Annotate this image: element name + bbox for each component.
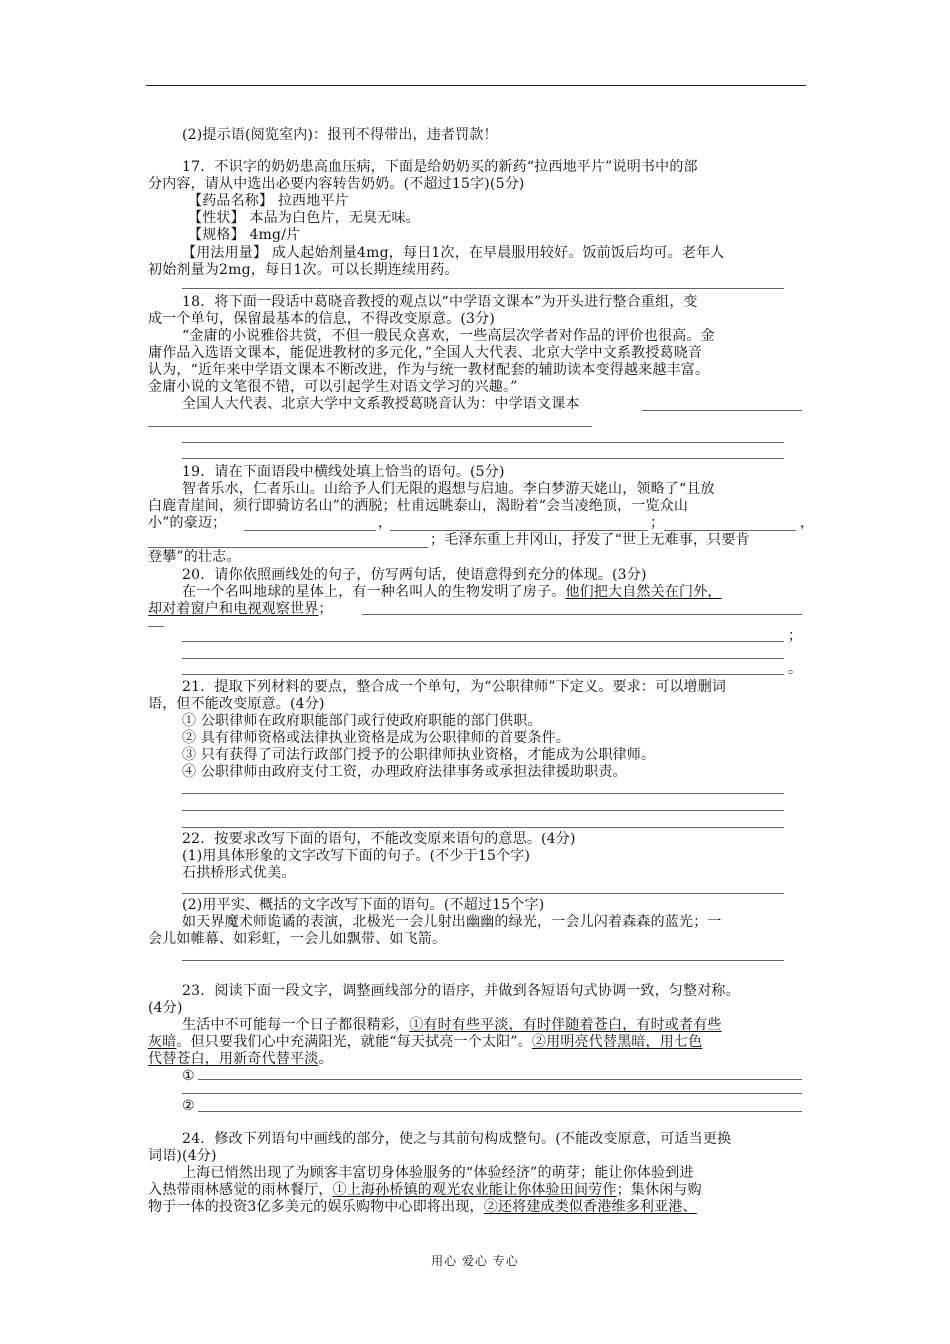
q21-item4: ④ 公职律师由政府支付工资，办理政府法律事务或承担法律援助职责。	[182, 764, 627, 780]
q19-comma2: ，	[800, 515, 815, 531]
q22-sub2-text-line2: 会儿如帷幕、如彩虹，一会儿如飘带、如飞箭。	[148, 931, 447, 947]
q23-passage-plain2: 。但只要我们心中充满阳光，就能“每天拭亮一个太阳”。	[176, 1034, 532, 1050]
q23-answer2-label: ②	[182, 1098, 195, 1114]
q23-passage-plain1: 生活中不可能每一个日子都很精彩，	[182, 1017, 410, 1033]
q19-prompt: 19．请在下面语段中横线处填上恰当的语句。(5分)	[182, 464, 505, 480]
q21-prompt-line2: 语，但不能改变原意。(4分)	[148, 696, 325, 712]
q20-passage-line1	[182, 583, 722, 601]
q23-answer1-line2[interactable]	[182, 1093, 802, 1094]
q17-prompt-line1: 17．不识字的奶奶患高血压病，下面是给奶奶买的新药“拉西地平片”说明书中的部	[182, 159, 698, 175]
q20-answer-line2[interactable]	[182, 641, 784, 642]
q18-answer-line2[interactable]	[148, 426, 592, 427]
q18-passage-line3: 认为，“近年来中学语文课本不断改进，作为与统一教材配套的辅助读本变得越来越丰富。	[148, 362, 710, 378]
q21-item3: ③ 只有获得了司法行政部门授予的公职律师执业资格，才能成为公职律师。	[182, 747, 656, 763]
q21-answer-line2[interactable]	[182, 810, 784, 811]
q19-passage-line3a: 小”的豪迈；	[148, 515, 227, 531]
q22-prompt: 22．按要求改写下面的语句，不能改变原来语句的意思。(4分)	[182, 831, 576, 847]
q18-answer-prompt: 全国人大代表、北京大学中文系教授葛晓音认为：中学语文课本	[182, 396, 580, 412]
q17-drug-name: 【药品名称】 拉西地平片	[188, 193, 349, 209]
q21-item2: ② 具有律师资格或法律执业资格是成为公职律师的首要条件。	[182, 730, 571, 746]
q17-prompt-line2: 分内容，请从中选出必要内容转告奶奶。(不超过15字)(5分)	[148, 176, 525, 192]
header-rule	[146, 85, 806, 86]
q20-underlined-part1: 他们把大自然关在门外，	[565, 584, 722, 600]
q19-semicolon: ；	[650, 515, 665, 531]
q24-passage-line3	[148, 1198, 697, 1216]
q23-underlined1-part1: ①有时有些平淡，有时伴随着苍白，有时或者有些	[409, 1017, 722, 1033]
q16-part2: (2)提示语(阅览室内)：报刊不得带出，违者罚款！	[182, 127, 498, 143]
q23-passage-line1	[182, 1016, 722, 1034]
q22-sub2-answer-line[interactable]	[182, 960, 784, 961]
q23-answer1-line[interactable]	[198, 1079, 802, 1080]
q21-prompt-line1: 21．提取下列材料的要点，整合成一个单句，为“公职律师”下定义。要求：可以增删词	[182, 679, 727, 695]
q21-item1: ① 公职律师在政府职能部门或行使政府职能的部门供职。	[182, 713, 542, 729]
q23-answer1-label: ①	[182, 1068, 195, 1084]
q17-drug-usage-line1: 【用法用量】 成人起始剂量4mg，每日1次，在早晨服用较好。饭前饭后均可。老年人	[182, 245, 725, 261]
q22-sub2-prompt: (2)用平实、概括的文字改写下面的语句。(不超过15个字)	[182, 897, 545, 913]
q18-prompt-line1: 18．将下面一段话中葛晓音教授的观点以“中学语文课本”为开头进行整合重组，变	[182, 294, 698, 310]
q22-sub1-text: 石拱桥形式优美。	[182, 865, 296, 881]
q24-underlined1: ①上海孙桥镇的观光农业能让你体验田间劳作	[332, 1182, 617, 1198]
q20-passage-plain: 在一个名叫地球的星体上，有一种名叫人的生物发明了房子。	[182, 584, 566, 600]
q20-answer-line4[interactable]	[182, 674, 784, 675]
q21-answer-line1[interactable]	[182, 793, 784, 794]
q24-passage-plain2: ；集休闲与购	[616, 1182, 702, 1198]
q17-drug-spec: 【规格】 4mg/片	[188, 227, 301, 243]
q20-end-semicolon: ；	[788, 628, 803, 644]
q23-passage-line2	[148, 1033, 702, 1051]
q23-underlined1-part2: 灰暗	[148, 1034, 177, 1050]
q20-answer-line1[interactable]	[362, 614, 802, 615]
q17-drug-property: 【性状】 本品为白色片，无臭无味。	[188, 210, 420, 226]
q24-passage-plain1: 入热带雨林感觉的雨林餐厅，	[148, 1182, 333, 1198]
q17-drug-usage-line2: 初始剂量为2mg，每日1次。可以长期连续用药。	[148, 262, 459, 278]
q23-prompt-line2: (4分)	[148, 1000, 183, 1016]
q20-answer-line1-tail[interactable]	[148, 626, 164, 627]
q18-answer-line1[interactable]	[642, 410, 802, 411]
q24-passage-plain3: 物于一体的投资3亿多美元的娱乐购物中心即将出现，	[148, 1199, 484, 1215]
q24-passage-line1: 上海已悄然出现了为顾客丰富切身体验服务的“体验经济”的萌芽；能让你体验到进	[182, 1165, 694, 1181]
q23-passage-line3	[148, 1050, 333, 1068]
q18-prompt-line2: 成一个单句，保留最基本的信息，不得改变原意。(3分)	[148, 311, 496, 327]
q18-passage-line2: 庸作品入选语文课本，能促进教材的多元化，”全国人大代表、北京大学中文系教授葛晓音	[148, 345, 703, 361]
q24-passage-line2	[148, 1181, 702, 1199]
q23-period: 。	[318, 1051, 333, 1067]
q23-answer2-line[interactable]	[198, 1111, 802, 1112]
q18-answer-line4[interactable]	[182, 458, 784, 459]
q24-underlined2: ②还将建成类似香港维多利亚港、	[483, 1199, 697, 1215]
q23-underlined2-part2: 代替苍白，用新奇代替平淡	[148, 1051, 319, 1067]
q18-answer-line3[interactable]	[182, 442, 784, 443]
q19-comma1: ，	[378, 515, 393, 531]
page-footer: 用心 爱心 专心	[431, 1254, 519, 1268]
q18-passage-line4: 金庸小说的文笔很不错，可以引起学生对语文学习的兴趣。”	[148, 379, 518, 395]
q19-passage-line5: 登攀”的壮志。	[148, 549, 241, 565]
q19-passage-line4: ；毛泽东重上井冈山，抒发了“世上无难事，只要肯	[430, 532, 750, 548]
q22-sub1-answer-line[interactable]	[182, 893, 784, 894]
q22-sub2-text-line1: 如天界魔术师诡谲的表演，北极光一会儿射出幽幽的绿光，一会儿闪着森森的蓝光；一	[182, 914, 722, 930]
q22-sub1-prompt: (1)用具体形象的文字改写下面的句子。(不少于15个字)	[182, 848, 531, 864]
q20-underlined-part2: 却对着窗户和电视观察世界	[148, 601, 319, 617]
q20-prompt: 20．请你依照画线处的句子，仿写两句话，使语意得到充分的体现。(3分)	[182, 567, 647, 583]
q21-answer-line3[interactable]	[182, 827, 784, 828]
q23-underlined2-part1: ②用明亮代替黑暗，用七色	[531, 1034, 703, 1050]
q19-passage-line2: 白鹿青崖间，须行即骑访名山”的洒脱；杜甫远眺泰山，渴盼着“会当凌绝顶，一览众山	[148, 498, 689, 514]
q20-semicolon: ；	[318, 601, 333, 617]
q24-prompt-line2: 词语)(4分)	[148, 1148, 217, 1164]
q20-end-period: 。	[788, 661, 803, 677]
q20-passage-line2	[148, 600, 333, 618]
q18-passage-line1: “金庸的小说雅俗共赏，不但一般民众喜欢，一些高层次学者对作品的评价也很高。金	[182, 328, 715, 344]
q19-blank1[interactable]	[244, 530, 376, 531]
q24-prompt-line1: 24．修改下列语句中画线的部分，使之与其前句构成整句。(不能改变原意，可适当更换	[182, 1131, 732, 1147]
q23-prompt-line1: 23．阅读下面一段文字，调整画线部分的语序，并做到各短语句式协调一致，匀整对称。	[182, 983, 740, 999]
q17-answer-line[interactable]	[182, 288, 784, 289]
q20-answer-line3[interactable]	[182, 658, 784, 659]
q19-passage-line1: 智者乐水，仁者乐山。山给予人们无限的遐想与启迪。李白梦游天姥山，领略了“且放	[182, 481, 715, 497]
